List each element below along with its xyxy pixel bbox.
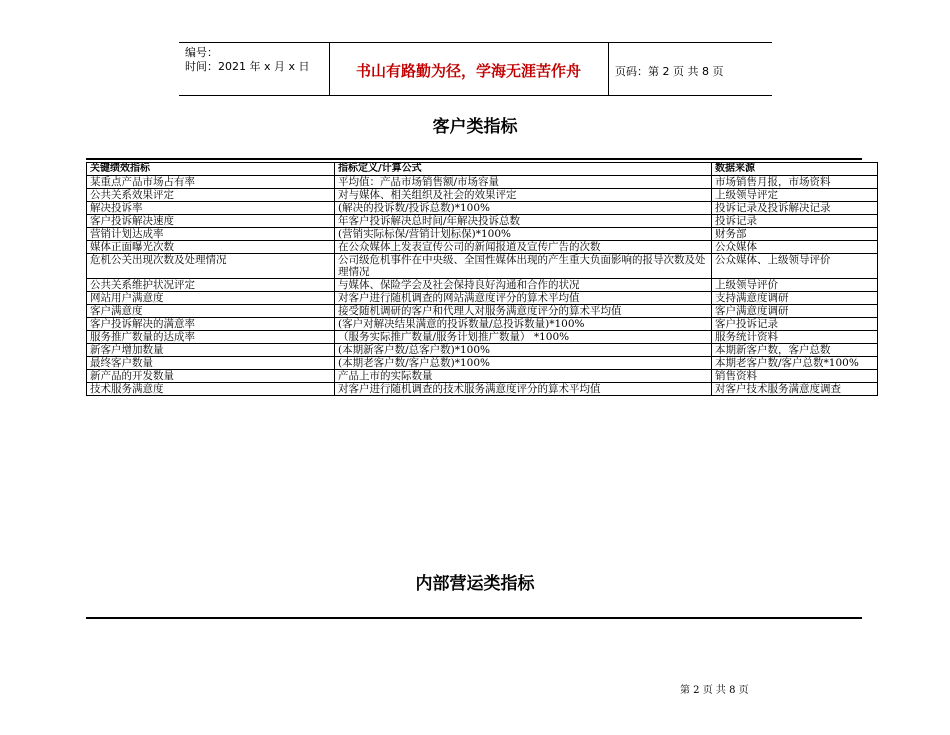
kpi-table [86, 162, 878, 396]
table-cell: 年客户投诉解决总时间/年解决投诉总数 [335, 215, 712, 228]
table-cell: 客户投诉记录 [712, 318, 878, 331]
table-row [87, 215, 878, 228]
table-cell: 对客户进行随机调查的技术服务满意度评分的算术平均值 [335, 383, 712, 396]
table-row [87, 292, 878, 305]
table-cell: 市场销售月报，市场资料 [712, 176, 878, 189]
header-motto: 书山有路勤为径，学海无涯苦作舟 [355, 62, 581, 80]
table-cell: 平均值：产品市场销售额/市场容量 [335, 176, 712, 189]
table-row [87, 331, 878, 344]
section-title-internal-operations: 内部营运类指标 [415, 574, 535, 594]
page-header [179, 42, 772, 96]
page-footer: 第 2 页 共 8 页 [680, 685, 749, 696]
table-cell: 公司级危机事件在中央级、全国性媒体出现的产生重大负面影响的报导次数及处理情况 [335, 254, 712, 279]
table-cell: (本期老客户数/客户总数)*100% [335, 357, 712, 370]
table-cell: 营销计划达成率 [87, 228, 335, 241]
table-header-cell: 数据来源 [712, 163, 878, 176]
table-cell: 某重点产品市场占有率 [87, 176, 335, 189]
table-cell: （服务实际推广数量/服务计划推广数量） *100% [335, 331, 712, 344]
table-cell: 投诉记录及投诉解决记录 [712, 202, 878, 215]
table-cell: 媒体正面曝光次数 [87, 241, 335, 254]
header-meta [185, 46, 310, 74]
table-cell: 新产品的开发数量 [87, 370, 335, 383]
table-row [87, 279, 878, 292]
table-cell: 服务统计资料 [712, 331, 878, 344]
table-cell: (营销实际标保/营销计划标保)*100% [335, 228, 712, 241]
table-cell: 财务部 [712, 228, 878, 241]
table-cell: 公共关系维护状况评定 [87, 279, 335, 292]
table-cell: 技术服务满意度 [87, 383, 335, 396]
table-cell: (解决的投诉数/投诉总数)*100% [335, 202, 712, 215]
table-cell: 网站用户满意度 [87, 292, 335, 305]
table-row [87, 383, 878, 396]
table-row [87, 202, 878, 215]
table-cell: 客户投诉解决速度 [87, 215, 335, 228]
section-title-customer: 客户类指标 [432, 117, 518, 137]
table-row [87, 189, 878, 202]
table-cell: 新客户增加数量 [87, 344, 335, 357]
table-cell: 服务推广数量的达成率 [87, 331, 335, 344]
table-row [87, 254, 878, 279]
table-cell: 本期新客户数，客户总数 [712, 344, 878, 357]
table-row [87, 176, 878, 189]
table-cell: 在公众媒体上发表宣传公司的新闻报道及宣传广告的次数 [335, 241, 712, 254]
table-cell: 客户满意度调研 [712, 305, 878, 318]
table-cell: 危机公关出现次数及处理情况 [87, 254, 335, 279]
table-cell: 最终客户数量 [87, 357, 335, 370]
table-row [87, 228, 878, 241]
section-rule [86, 158, 862, 160]
table-cell: 对客户技术服务满意度调查 [712, 383, 878, 396]
table-cell: 客户满意度 [87, 305, 335, 318]
table-header-cell: 指标定义/计算公式 [335, 163, 712, 176]
table-header-row [87, 163, 878, 176]
table-cell: 本期老客户数/客户总数*100% [712, 357, 878, 370]
table-row [87, 241, 878, 254]
table-cell: (客户对解决结果满意的投诉数量/总投诉数量)*100% [335, 318, 712, 331]
table-cell: 上级领导评定 [712, 189, 878, 202]
table-cell: 上级领导评价 [712, 279, 878, 292]
table-cell: 对客户进行随机调查的网站满意度评分的算术平均值 [335, 292, 712, 305]
section-rule [86, 617, 862, 619]
header-divider [608, 43, 609, 95]
table-cell: 客户投诉解决的满意率 [87, 318, 335, 331]
table-cell: (本期新客户数/总客户数)*100% [335, 344, 712, 357]
table-cell: 销售资料 [712, 370, 878, 383]
table-cell: 公众媒体、上级领导评价 [712, 254, 878, 279]
table-cell: 与媒体、保险学会及社会保持良好沟通和合作的状况 [335, 279, 712, 292]
table-cell: 公共关系效果评定 [87, 189, 335, 202]
table-cell: 投诉记录 [712, 215, 878, 228]
table-cell: 支持满意度调研 [712, 292, 878, 305]
table-cell: 接受随机调研的客户和代理人对服务满意度评分的算术平均值 [335, 305, 712, 318]
table-row [87, 318, 878, 331]
document-number-label: 编号： [185, 46, 218, 59]
table-cell: 公众媒体 [712, 241, 878, 254]
document-time-label: 时间：2021 年 x 月 x 日 [185, 60, 310, 73]
table-header-cell: 关键绩效指标 [87, 163, 335, 176]
table-row [87, 344, 878, 357]
table-cell: 解决投诉率 [87, 202, 335, 215]
table-row [87, 357, 878, 370]
table-row [87, 370, 878, 383]
table-cell: 产品上市的实际数量 [335, 370, 712, 383]
table-row [87, 305, 878, 318]
table-cell: 对与媒体、相关组织及社会的效果评定 [335, 189, 712, 202]
header-page-number: 页码：第 2 页 共 8 页 [615, 65, 724, 78]
